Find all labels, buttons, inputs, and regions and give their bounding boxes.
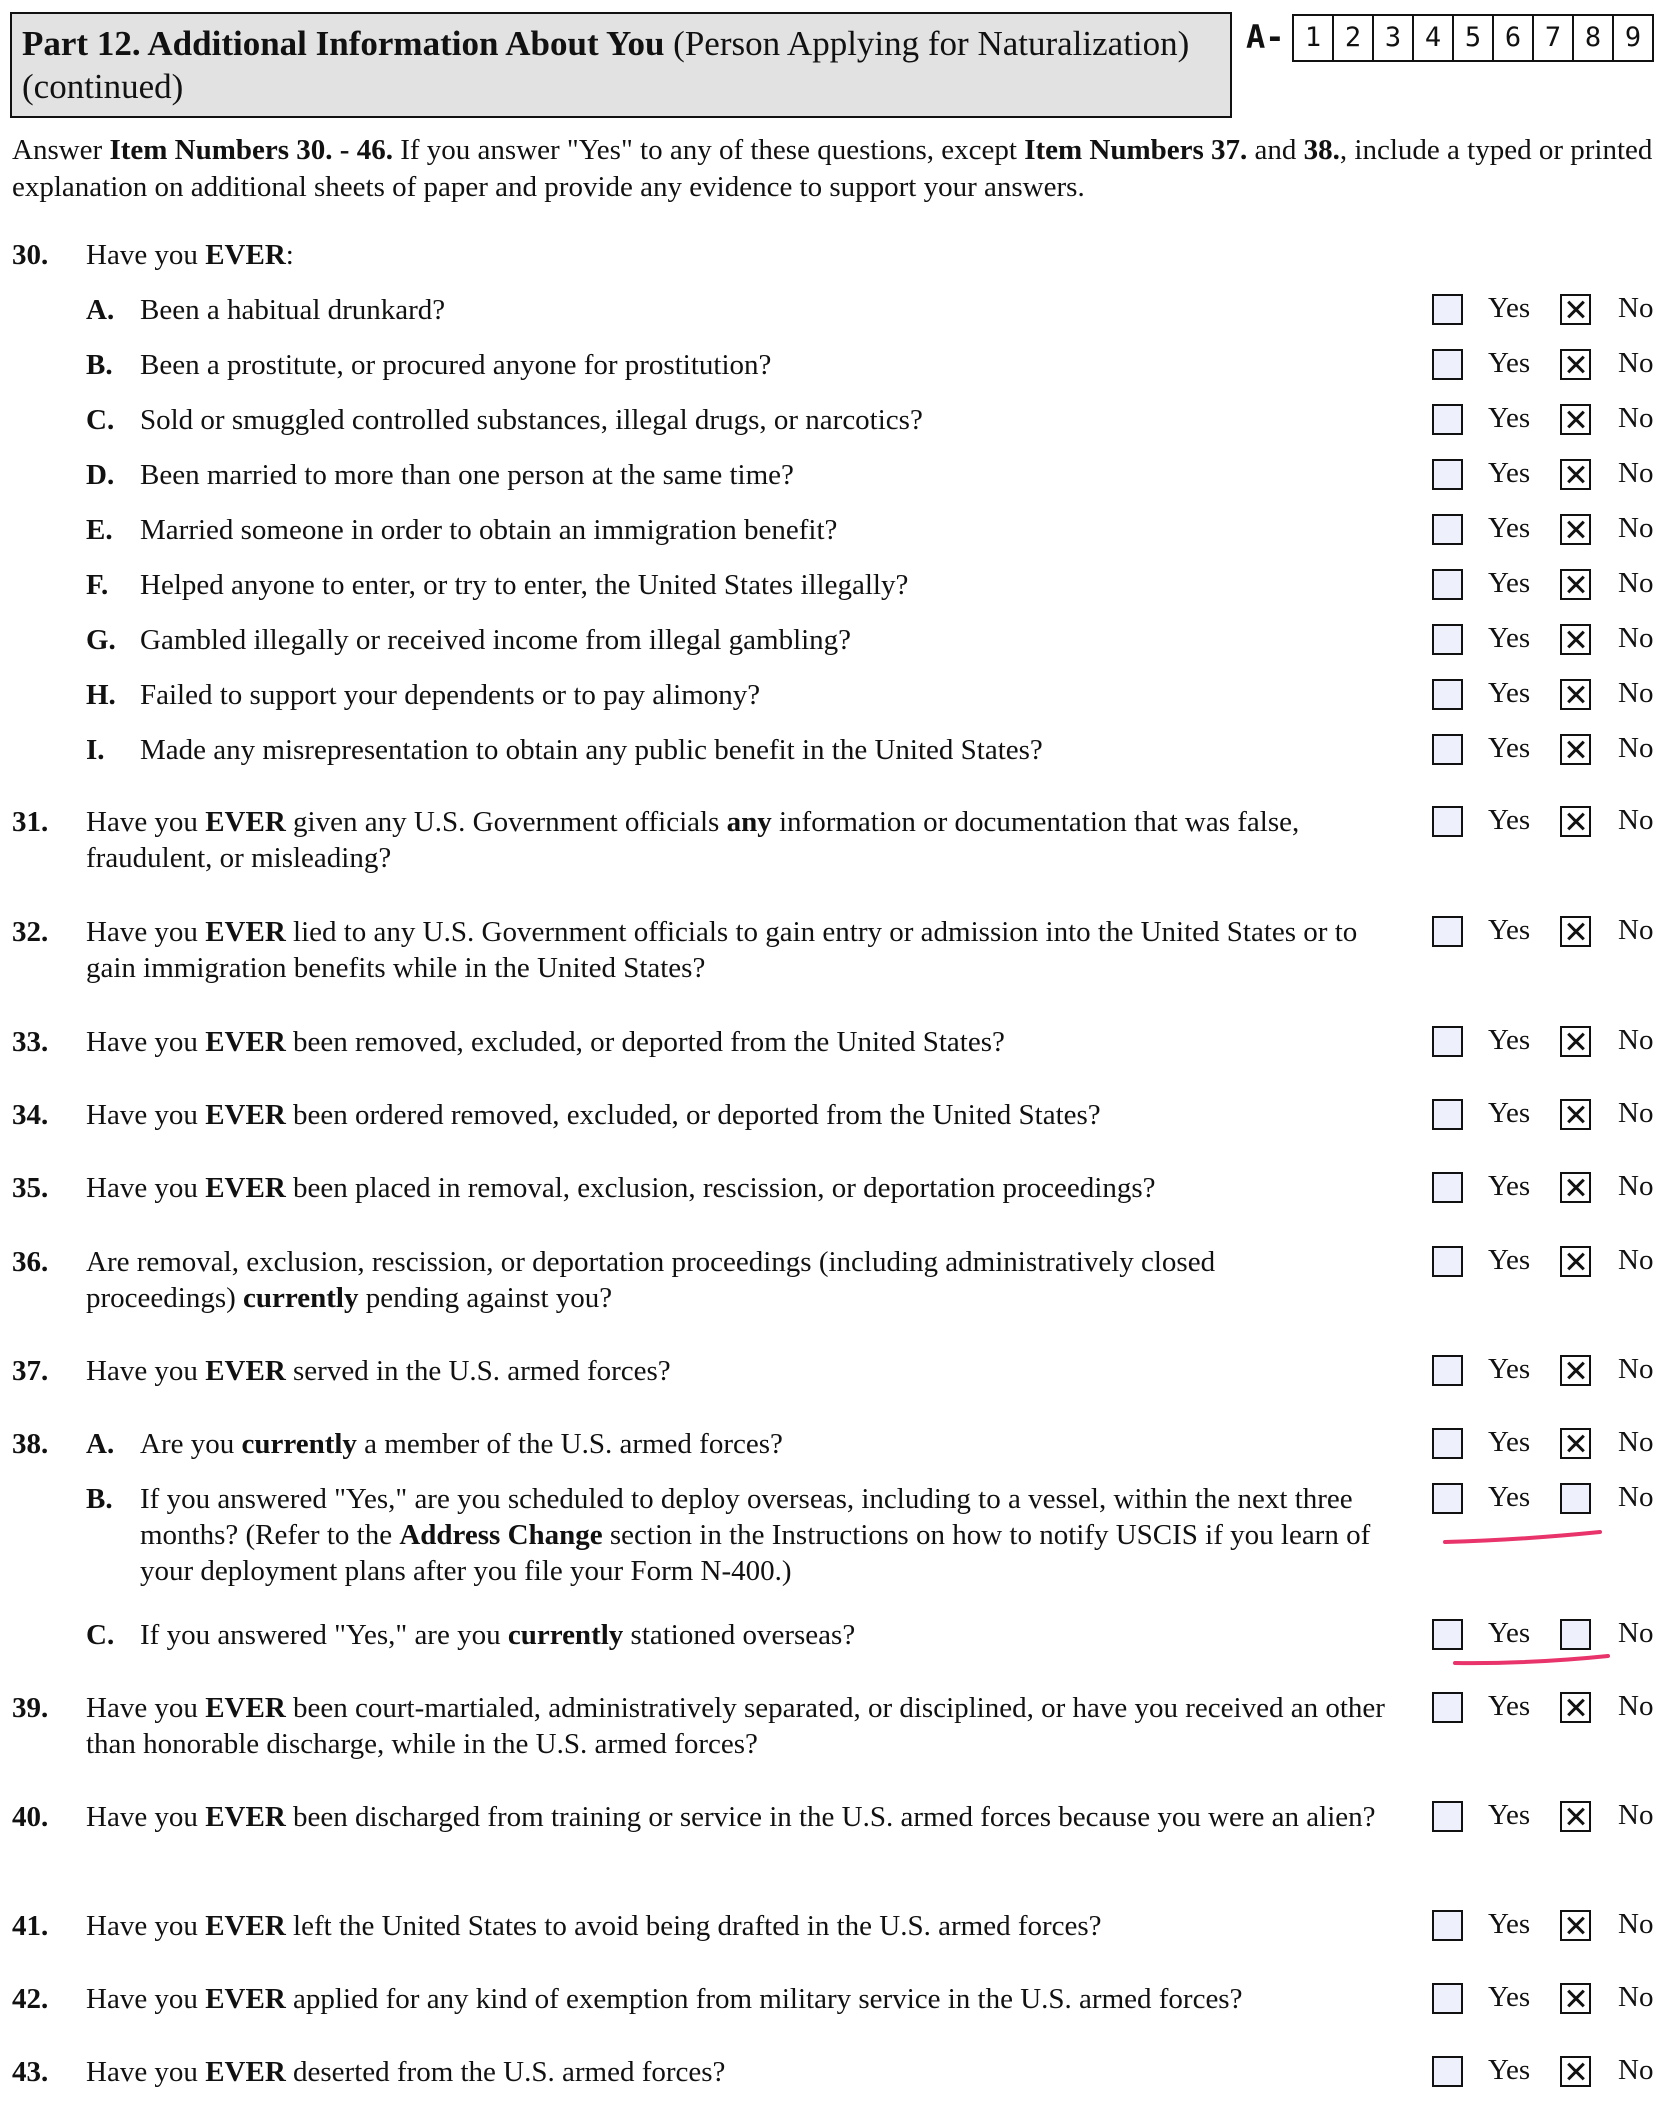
yes-label: Yes	[1488, 457, 1531, 489]
yes-label: Yes	[1488, 292, 1531, 324]
intro-bold: Item Numbers 37.	[1024, 134, 1248, 166]
yes-label: Yes	[1488, 1799, 1531, 1831]
question-text: Gambled illegally or received income from illegal gambling?	[140, 624, 852, 656]
yes-label: Yes	[1488, 1908, 1531, 1940]
a-number-digit: 2	[1334, 16, 1374, 60]
question-text: Are you currently a member of the U.S. armed forces?	[140, 1428, 783, 1460]
yes-label: Yes	[1488, 1690, 1531, 1722]
no-label: No	[1618, 677, 1654, 709]
question-text: Sold or smuggled controlled substances, illegal drugs, or narcotics?	[140, 404, 923, 436]
yes-label: Yes	[1488, 1426, 1531, 1458]
yes-label: Yes	[1488, 567, 1531, 599]
sub-letter: A.	[86, 294, 115, 326]
no-label: No	[1618, 1170, 1654, 1202]
yes-label: Yes	[1488, 1244, 1531, 1276]
no-label: No	[1618, 512, 1654, 544]
no-label: No	[1618, 2054, 1654, 2086]
intro-text: Answer	[12, 134, 110, 166]
yes-label: Yes	[1488, 804, 1531, 836]
no-label: No	[1618, 1244, 1654, 1276]
no-label: No	[1618, 402, 1654, 434]
sub-letter: G.	[86, 624, 116, 656]
no-label: No	[1618, 622, 1654, 654]
sub-letter: B.	[86, 349, 113, 381]
sub-letter: E.	[86, 514, 113, 546]
sub-letter: F.	[86, 569, 109, 601]
question-number: 43.	[12, 2056, 49, 2088]
a-number-digit: 4	[1414, 16, 1454, 60]
question-number: 41.	[12, 1910, 49, 1942]
question-number: 42.	[12, 1983, 49, 2015]
no-label: No	[1618, 457, 1654, 489]
yes-label: Yes	[1488, 1353, 1531, 1385]
no-label: No	[1618, 347, 1654, 379]
pink-underline-38b	[1445, 1532, 1600, 1542]
yes-label: Yes	[1488, 732, 1531, 764]
question-text: Have you EVER applied for any kind of exemption from military service in the U.S. armed forces?	[86, 1983, 1243, 2015]
a-number-digit: 8	[1574, 16, 1614, 60]
yes-label: Yes	[1488, 512, 1531, 544]
no-label: No	[1618, 732, 1654, 764]
question-text: Have you EVER been discharged from training or service in the U.S. armed forces because you were an alien?	[86, 1801, 1376, 1833]
question-text: Helped anyone to enter, or try to enter, the United States illegally?	[140, 569, 909, 601]
yes-label: Yes	[1488, 2054, 1531, 2086]
pink-underline-38c	[1455, 1656, 1608, 1663]
no-label: No	[1618, 1690, 1654, 1722]
question-text: Have you EVER been removed, excluded, or deported from the United States?	[86, 1026, 1005, 1058]
yes-label: Yes	[1488, 914, 1531, 946]
no-label: No	[1618, 1353, 1654, 1385]
question-text: Are removal, exclusion, rescission, or deportation proceedings (including administratively closed proceedings) currently pending against you?	[86, 1246, 1216, 1314]
yes-label: Yes	[1488, 1097, 1531, 1129]
no-label: No	[1618, 1024, 1654, 1056]
a-number-digit: 3	[1374, 16, 1414, 60]
intro-bold: Item Numbers 30. - 46.	[109, 134, 393, 166]
question-number: 34.	[12, 1099, 49, 1131]
question-number: 38.	[12, 1428, 49, 1460]
question-text: If you answered "Yes," are you scheduled to deploy overseas, including to a vessel, within the next three months? (Refer to the Address Change section in the Instructions on how to notify USCIS if you learn of your deployment plans after you file your Form N-400.)	[140, 1483, 1371, 1587]
question-number: 35.	[12, 1172, 49, 1204]
a-number-digit: 5	[1454, 16, 1494, 60]
question-number: 32.	[12, 916, 49, 948]
no-label: No	[1618, 1908, 1654, 1940]
question-text: If you answered "Yes," are you currently stationed overseas?	[140, 1619, 856, 1651]
no-label: No	[1618, 914, 1654, 946]
no-label: No	[1618, 1426, 1654, 1458]
sub-letter: B.	[86, 1483, 113, 1515]
sub-letter: D.	[86, 459, 115, 491]
sub-letter: C.	[86, 404, 115, 436]
question-text: Been a prostitute, or procured anyone for prostitution?	[140, 349, 772, 381]
sub-letter: C.	[86, 1619, 115, 1651]
question-number: 33.	[12, 1026, 49, 1058]
question-text: Failed to support your dependents or to pay alimony?	[140, 679, 761, 711]
question-text: Have you EVER served in the U.S. armed forces?	[86, 1355, 671, 1387]
yes-label: Yes	[1488, 1617, 1531, 1649]
question-text: Been married to more than one person at the same time?	[140, 459, 794, 491]
sub-letter: I.	[86, 734, 105, 766]
question-number: 36.	[12, 1246, 49, 1278]
question-number: 31.	[12, 806, 49, 838]
yes-label: Yes	[1488, 1170, 1531, 1202]
question-number: 39.	[12, 1692, 49, 1724]
intro-text: , include a typed or printed explanation on additional sheets of paper and provide any evidence to support your answers.	[12, 134, 1653, 203]
a-number-label: A-	[1246, 18, 1285, 56]
yes-label: Yes	[1488, 402, 1531, 434]
intro-text: and	[1247, 134, 1304, 166]
no-label: No	[1618, 804, 1654, 836]
no-label: No	[1618, 1097, 1654, 1129]
part-subtitle: (Person Applying for Naturalization) (continued)	[22, 24, 1190, 106]
no-label: No	[1618, 1617, 1654, 1649]
no-label: No	[1618, 1799, 1654, 1831]
sub-letter: A.	[86, 1428, 115, 1460]
question-text: Have you EVER been placed in removal, exclusion, rescission, or deportation proceedings?	[86, 1172, 1156, 1204]
a-number-digit: 9	[1624, 22, 1642, 53]
part-title: Part 12. Additional Information About You	[22, 24, 665, 63]
question-text: Have you EVER:	[86, 239, 294, 271]
a-number-digit: 1	[1294, 16, 1334, 60]
question-text: Have you EVER deserted from the U.S. armed forces?	[86, 2056, 726, 2088]
no-label: No	[1618, 567, 1654, 599]
sub-letter: H.	[86, 679, 116, 711]
no-label: No	[1618, 1481, 1654, 1513]
yes-label: Yes	[1488, 347, 1531, 379]
a-number-digit: 7	[1534, 16, 1574, 60]
question-text: Have you EVER lied to any U.S. Government officials to gain entry or admission into the United States or to gain immigration benefits while in the United States?	[86, 916, 1358, 984]
question-number: 37.	[12, 1355, 49, 1387]
question-text: Have you EVER left the United States to avoid being drafted in the U.S. armed forces?	[86, 1910, 1102, 1942]
question-text: Have you EVER been court-martialed, administratively separated, or disciplined, or have you received an other than honorable discharge, while in the U.S. armed forces?	[86, 1692, 1385, 1760]
question-number: 40.	[12, 1801, 49, 1833]
yes-label: Yes	[1488, 622, 1531, 654]
yes-label: Yes	[1488, 677, 1531, 709]
intro-bold: 38.	[1303, 134, 1340, 166]
question-number: 30.	[12, 239, 49, 271]
question-text: Have you EVER been ordered removed, excluded, or deported from the United States?	[86, 1099, 1101, 1131]
question-text: Have you EVER given any U.S. Government officials any information or documentation that was false, fraudulent, or misleading?	[86, 806, 1300, 874]
yes-label: Yes	[1488, 1024, 1531, 1056]
intro-text: If you answer "Yes" to any of these questions, except	[392, 134, 1025, 166]
a-number-digit: 6	[1494, 16, 1534, 60]
yes-label: Yes	[1488, 1481, 1531, 1513]
no-label: No	[1618, 292, 1654, 324]
question-text: Been a habitual drunkard?	[140, 294, 446, 326]
question-text: Married someone in order to obtain an immigration benefit?	[140, 514, 838, 546]
yes-label: Yes	[1488, 1981, 1531, 2013]
question-text: Made any misrepresentation to obtain any public benefit in the United States?	[140, 734, 1043, 766]
no-label: No	[1618, 1981, 1654, 2013]
